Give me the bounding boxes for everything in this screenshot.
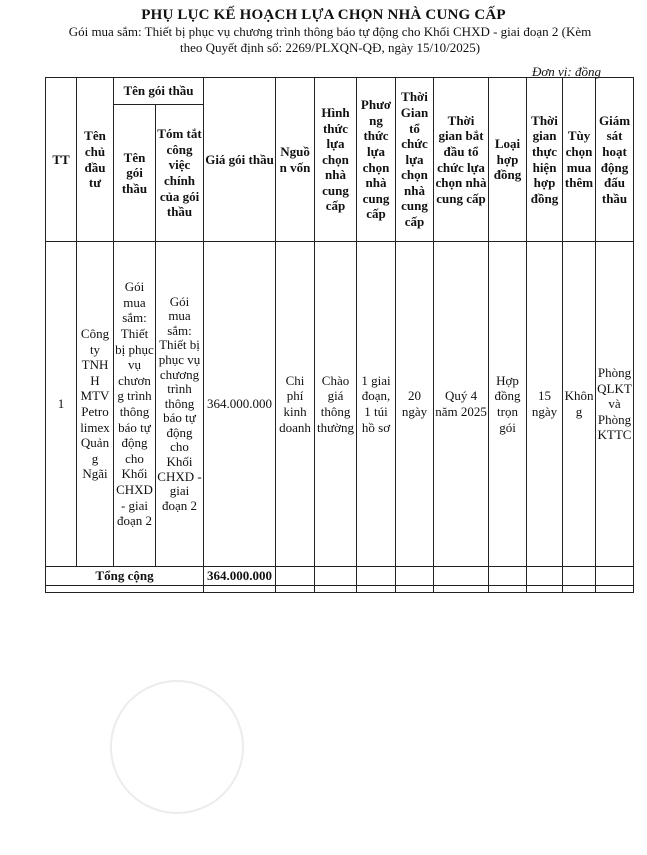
empty-cell — [527, 585, 563, 592]
empty-cell — [357, 567, 396, 586]
cell-price: 364.000.000 — [204, 242, 276, 567]
document-subtitle: Gói mua sắm: Thiết bị phục vụ chương trình thông báo tự động cho Khối CHXD - giai đoạn 2 (Kèm theo Quyết định số: 2269/PLXQN-QĐ, ngày 15/10/2025) — [68, 24, 592, 55]
empty-cell — [434, 585, 489, 592]
cell-package-name: Gói mua sắm: Thiết bị phục vụ chương trình thông báo tự động cho Khối CHXD - giai đoạn 2 — [114, 242, 156, 567]
col-header-form: Hình thức lựa chọn nhà cung cấp — [315, 78, 357, 242]
col-header-method: Phương thức lựa chọn nhà cung cấp — [357, 78, 396, 242]
empty-cell — [596, 567, 634, 586]
empty-cell — [434, 567, 489, 586]
empty-cell — [596, 585, 634, 592]
col-header-duration: Thời Gian tổ chức lựa chọn nhà cung cấp — [396, 78, 434, 242]
col-header-tt: TT — [46, 78, 77, 242]
cell-form: Chào giá thông thường — [315, 242, 357, 567]
empty-cell — [204, 585, 276, 592]
currency-unit: Đơn vị: đồng — [531, 64, 601, 79]
col-header-package-name: Tên gói thầu — [114, 105, 156, 242]
table-row — [46, 242, 634, 567]
empty-cell — [315, 585, 357, 592]
col-header-contract-type: Loại hợp đồng — [489, 78, 527, 242]
total-row — [46, 567, 634, 586]
empty-cell — [396, 585, 434, 592]
empty-cell — [527, 567, 563, 586]
empty-cell — [489, 567, 527, 586]
col-header-price: Giá gói thầu — [204, 78, 276, 242]
header-row-group — [46, 78, 634, 105]
procurement-plan-table — [45, 77, 634, 593]
total-label: Tổng cộng — [46, 567, 204, 586]
total-value: 364.000.000 — [204, 567, 276, 586]
cell-duration: 20 ngày — [396, 242, 434, 567]
col-header-supervision: Giám sát hoạt động đấu thầu — [596, 78, 634, 242]
empty-cell — [315, 567, 357, 586]
col-header-investor: Tên chủ đầu tư — [77, 78, 114, 242]
faded-seal-stamp — [110, 680, 244, 814]
cell-tt: 1 — [46, 242, 77, 567]
cell-contract-duration: 15 ngày — [527, 242, 563, 567]
cell-supervision: Phòng QLKT và Phòng KTTC — [596, 242, 634, 567]
col-header-option: Tùy chọn mua thêm — [563, 78, 596, 242]
table-bottom-spacer — [46, 585, 634, 592]
col-header-summary: Tóm tắt công việc chính của gói thầu — [156, 105, 204, 242]
cell-source: Chi phí kinh doanh — [276, 242, 315, 567]
empty-cell — [276, 567, 315, 586]
cell-investor: Công ty TNHH MTV Petro limex Quảng Ngãi — [77, 242, 114, 567]
empty-cell — [357, 585, 396, 592]
cell-method: 1 giai đoạn, 1 túi hồ sơ — [357, 242, 396, 567]
col-header-contract-duration: Thời gian thực hiện hợp đồng — [527, 78, 563, 242]
empty-cell — [489, 585, 527, 592]
cell-contract-type: Hợp đồng trọn gói — [489, 242, 527, 567]
col-group-header-package: Tên gói thầu — [114, 78, 204, 105]
cell-summary: Gói mua sắm: Thiết bị phục vụ chương trình thông báo tự động cho Khối CHXD - giai đoạn 2 — [156, 242, 204, 567]
cell-option: Không — [563, 242, 596, 567]
page-title: PHỤ LỤC KẾ HOẠCH LỰA CHỌN NHÀ CUNG CẤP — [141, 7, 506, 23]
col-header-source: Nguồn vốn — [276, 78, 315, 242]
empty-cell — [563, 585, 596, 592]
cell-start: Quý 4 năm 2025 — [434, 242, 489, 567]
empty-cell — [396, 567, 434, 586]
empty-cell — [563, 567, 596, 586]
col-header-start: Thời gian bắt đầu tổ chức lựa chọn nhà cung cấp — [434, 78, 489, 242]
empty-cell — [46, 585, 204, 592]
empty-cell — [276, 585, 315, 592]
